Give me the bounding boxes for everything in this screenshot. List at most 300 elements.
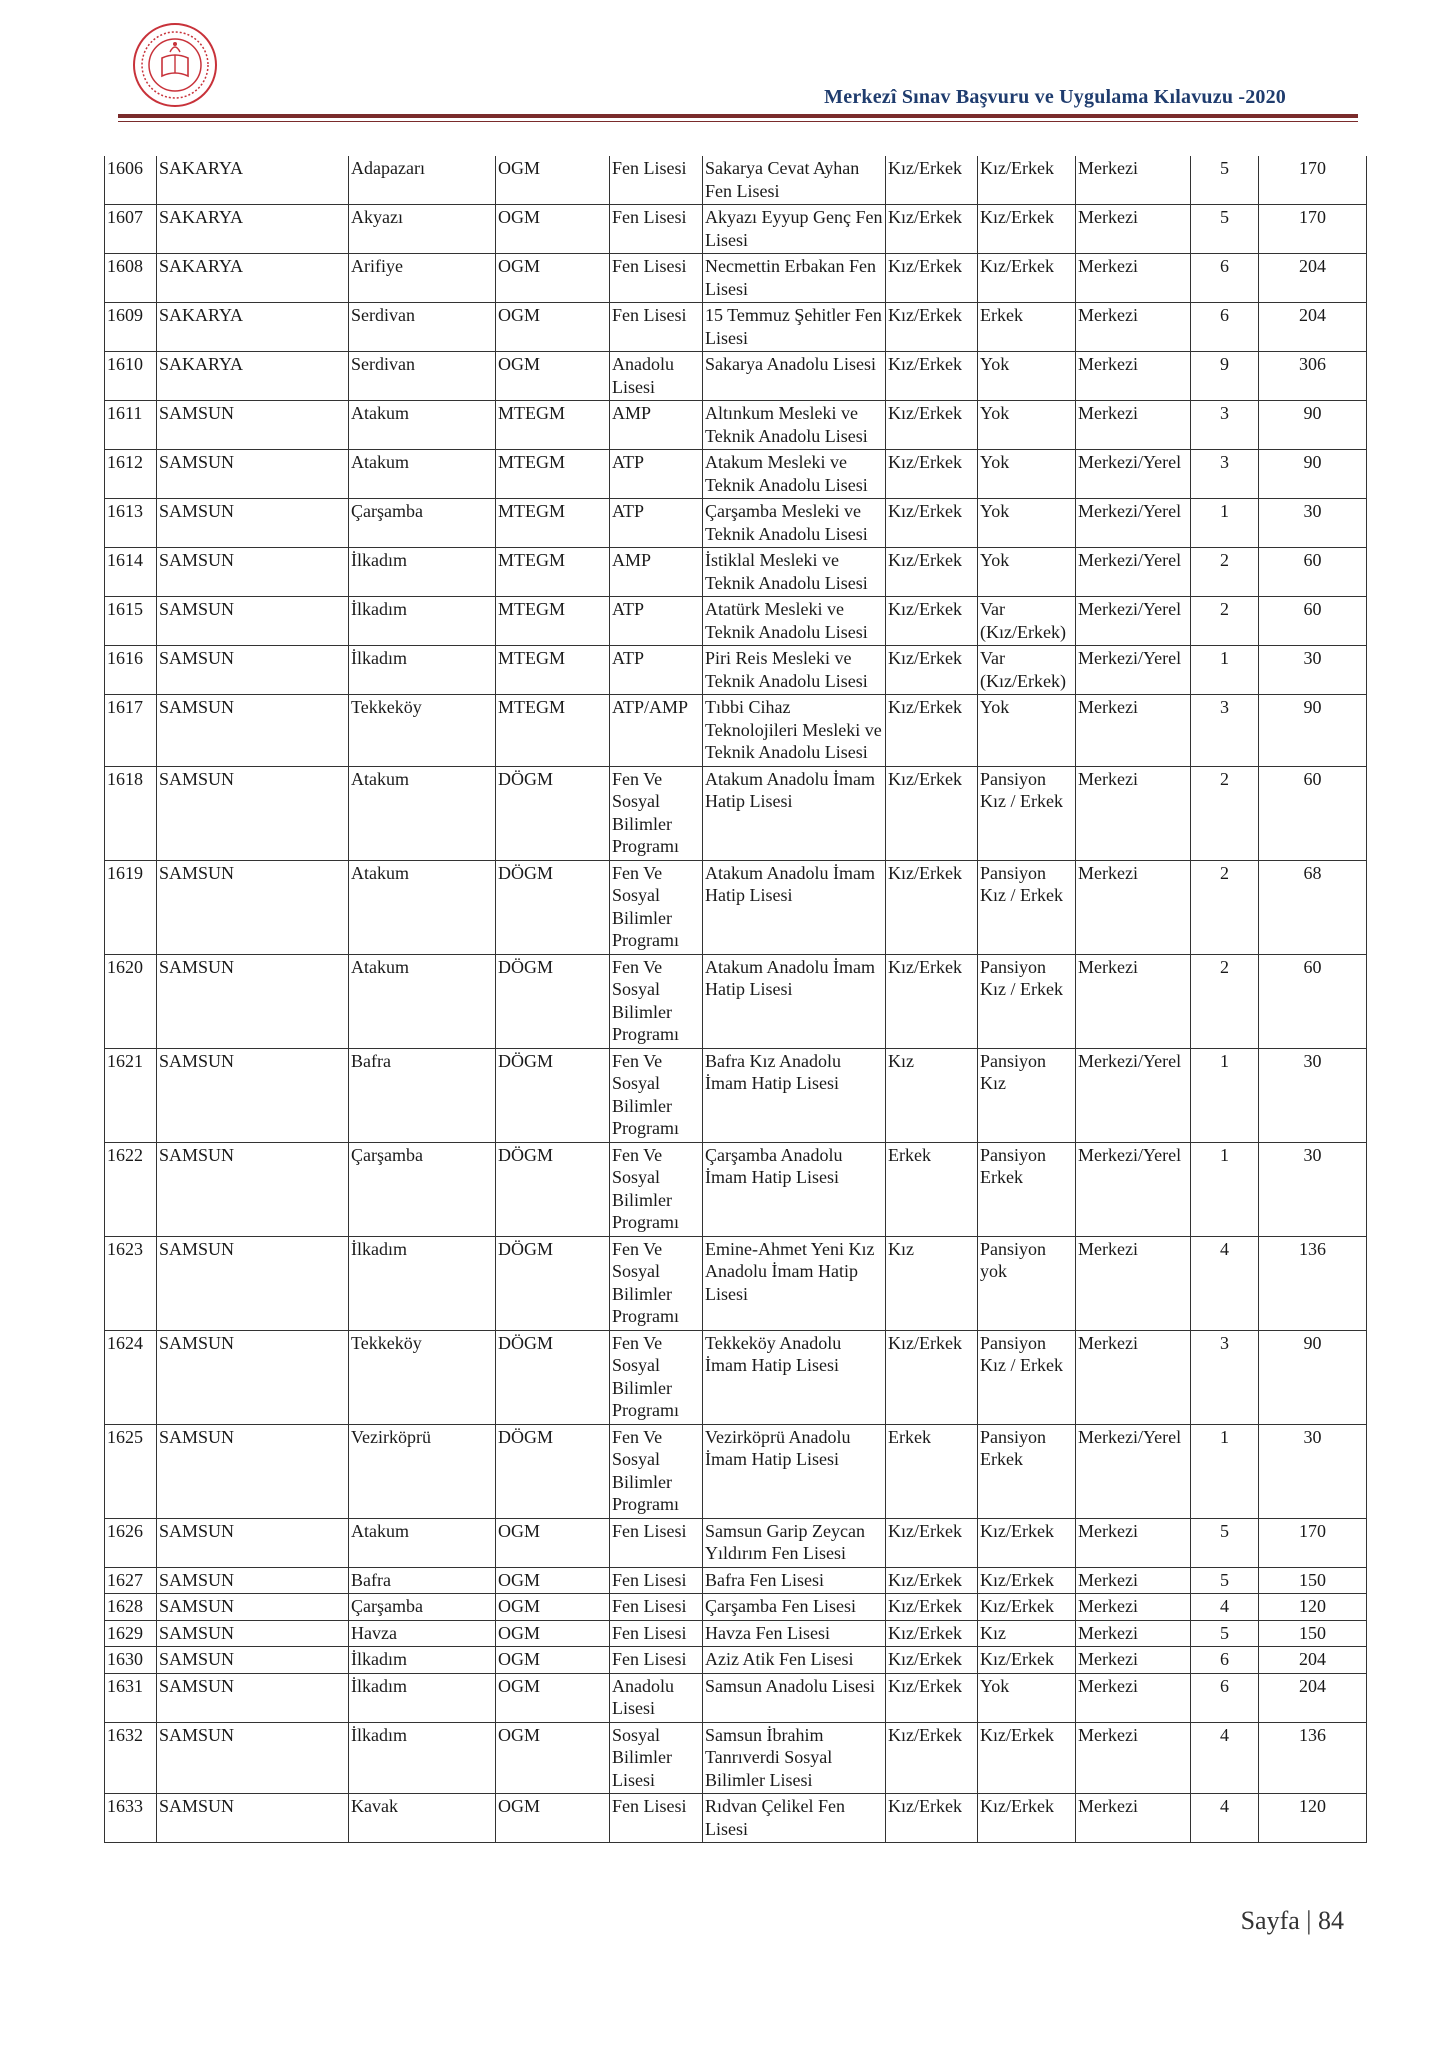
cell-id: 1611 (105, 401, 157, 450)
cell-district: İlkadım (349, 1236, 496, 1330)
header-rule (118, 114, 1358, 118)
cell-quota: 30 (1259, 646, 1367, 695)
cell-directorate: DÖGM (496, 954, 610, 1048)
table-row (105, 860, 1367, 954)
cell-exam-type: Merkezi (1076, 1567, 1191, 1594)
cell-quota: 60 (1259, 766, 1367, 860)
cell-id: 1627 (105, 1567, 157, 1594)
cell-exam-type: Merkezi/Yerel (1076, 450, 1191, 499)
cell-school-type: Fen Ve Sosyal Bilimler Programı (610, 1424, 703, 1518)
table-row (105, 1518, 1367, 1567)
cell-class-count: 3 (1191, 1330, 1259, 1424)
cell-school-name: Bafra Kız Anadolu İmam Hatip Lisesi (703, 1048, 886, 1142)
cell-id: 1625 (105, 1424, 157, 1518)
header-rule-thin (118, 121, 1358, 122)
cell-directorate: OGM (496, 1722, 610, 1794)
cell-school-name: Rıdvan Çelikel Fen Lisesi (703, 1794, 886, 1843)
cell-district: İlkadım (349, 597, 496, 646)
table-row (105, 1647, 1367, 1674)
cell-directorate: DÖGM (496, 1236, 610, 1330)
cell-school-type: Fen Lisesi (610, 1647, 703, 1674)
cell-directorate: OGM (496, 254, 610, 303)
cell-province: SAMSUN (157, 1142, 349, 1236)
cell-directorate: OGM (496, 1673, 610, 1722)
cell-boarding: Yok (978, 450, 1076, 499)
cell-boarding: Erkek (978, 303, 1076, 352)
cell-id: 1610 (105, 352, 157, 401)
cell-directorate: MTEGM (496, 548, 610, 597)
cell-school-type: Fen Lisesi (610, 1518, 703, 1567)
cell-province: SAMSUN (157, 860, 349, 954)
cell-gender: Kız/Erkek (886, 1647, 978, 1674)
cell-directorate: MTEGM (496, 450, 610, 499)
cell-quota: 170 (1259, 156, 1367, 205)
cell-quota: 30 (1259, 1424, 1367, 1518)
cell-exam-type: Merkezi (1076, 1236, 1191, 1330)
cell-directorate: OGM (496, 1518, 610, 1567)
cell-school-name: Samsun Garip Zeycan Yıldırım Fen Lisesi (703, 1518, 886, 1567)
cell-school-name: Sakarya Anadolu Lisesi (703, 352, 886, 401)
cell-district: Vezirköprü (349, 1424, 496, 1518)
cell-school-name: Altınkum Mesleki ve Teknik Anadolu Lisesi (703, 401, 886, 450)
cell-id: 1630 (105, 1647, 157, 1674)
cell-school-name: Piri Reis Mesleki ve Teknik Anadolu Lisesi (703, 646, 886, 695)
cell-directorate: MTEGM (496, 695, 610, 767)
cell-class-count: 6 (1191, 1647, 1259, 1674)
cell-province: SAMSUN (157, 695, 349, 767)
cell-district: Akyazı (349, 205, 496, 254)
cell-boarding: Pansiyon yok (978, 1236, 1076, 1330)
cell-gender: Kız/Erkek (886, 401, 978, 450)
cell-district: İlkadım (349, 1673, 496, 1722)
cell-id: 1609 (105, 303, 157, 352)
cell-quota: 60 (1259, 954, 1367, 1048)
cell-directorate: DÖGM (496, 1142, 610, 1236)
cell-class-count: 5 (1191, 1620, 1259, 1647)
cell-district: Adapazarı (349, 156, 496, 205)
cell-district: İlkadım (349, 1647, 496, 1674)
cell-id: 1623 (105, 1236, 157, 1330)
cell-exam-type: Merkezi (1076, 1594, 1191, 1621)
cell-quota: 150 (1259, 1567, 1367, 1594)
cell-province: SAMSUN (157, 597, 349, 646)
cell-directorate: DÖGM (496, 1048, 610, 1142)
cell-directorate: OGM (496, 1647, 610, 1674)
cell-class-count: 6 (1191, 254, 1259, 303)
cell-directorate: OGM (496, 1594, 610, 1621)
cell-boarding: Pansiyon Kız / Erkek (978, 954, 1076, 1048)
cell-class-count: 2 (1191, 860, 1259, 954)
cell-school-type: ATP/AMP (610, 695, 703, 767)
table-row (105, 1330, 1367, 1424)
cell-school-name: Atakum Anadolu İmam Hatip Lisesi (703, 954, 886, 1048)
table-row (105, 1048, 1367, 1142)
cell-quota: 170 (1259, 205, 1367, 254)
cell-boarding: Pansiyon Kız / Erkek (978, 766, 1076, 860)
cell-boarding: Pansiyon Kız / Erkek (978, 860, 1076, 954)
cell-id: 1622 (105, 1142, 157, 1236)
table-row (105, 254, 1367, 303)
cell-province: SAMSUN (157, 401, 349, 450)
cell-boarding: Kız/Erkek (978, 1722, 1076, 1794)
cell-class-count: 3 (1191, 695, 1259, 767)
cell-province: SAMSUN (157, 1620, 349, 1647)
cell-boarding: Yok (978, 499, 1076, 548)
cell-province: SAMSUN (157, 1236, 349, 1330)
cell-exam-type: Merkezi/Yerel (1076, 1424, 1191, 1518)
cell-school-name: Emine-Ahmet Yeni Kız Anadolu İmam Hatip Lisesi (703, 1236, 886, 1330)
cell-id: 1617 (105, 695, 157, 767)
cell-exam-type: Merkezi (1076, 205, 1191, 254)
cell-directorate: OGM (496, 303, 610, 352)
cell-boarding: Kız (978, 1620, 1076, 1647)
cell-boarding: Kız/Erkek (978, 1647, 1076, 1674)
cell-id: 1608 (105, 254, 157, 303)
cell-gender: Kız/Erkek (886, 954, 978, 1048)
cell-class-count: 2 (1191, 766, 1259, 860)
cell-class-count: 4 (1191, 1594, 1259, 1621)
cell-gender: Kız/Erkek (886, 156, 978, 205)
cell-id: 1621 (105, 1048, 157, 1142)
cell-province: SAMSUN (157, 1048, 349, 1142)
cell-gender: Kız/Erkek (886, 1518, 978, 1567)
cell-class-count: 3 (1191, 450, 1259, 499)
cell-id: 1620 (105, 954, 157, 1048)
cell-school-name: Aziz Atik Fen Lisesi (703, 1647, 886, 1674)
cell-id: 1616 (105, 646, 157, 695)
cell-quota: 204 (1259, 254, 1367, 303)
cell-id: 1631 (105, 1673, 157, 1722)
cell-exam-type: Merkezi/Yerel (1076, 1048, 1191, 1142)
cell-boarding: Yok (978, 695, 1076, 767)
cell-quota: 170 (1259, 1518, 1367, 1567)
cell-province: SAMSUN (157, 450, 349, 499)
cell-school-name: Çarşamba Mesleki ve Teknik Anadolu Lisesi (703, 499, 886, 548)
school-table (104, 156, 1367, 1843)
table-row (105, 1794, 1367, 1843)
cell-district: Atakum (349, 401, 496, 450)
cell-quota: 60 (1259, 548, 1367, 597)
cell-quota: 90 (1259, 450, 1367, 499)
cell-gender: Kız/Erkek (886, 597, 978, 646)
cell-directorate: MTEGM (496, 401, 610, 450)
cell-quota: 90 (1259, 1330, 1367, 1424)
cell-id: 1626 (105, 1518, 157, 1567)
cell-school-type: Fen Lisesi (610, 156, 703, 205)
cell-district: Atakum (349, 450, 496, 499)
cell-directorate: OGM (496, 205, 610, 254)
cell-class-count: 4 (1191, 1794, 1259, 1843)
cell-class-count: 2 (1191, 548, 1259, 597)
cell-gender: Erkek (886, 1142, 978, 1236)
cell-province: SAMSUN (157, 646, 349, 695)
cell-class-count: 3 (1191, 401, 1259, 450)
cell-boarding: Pansiyon Kız (978, 1048, 1076, 1142)
cell-school-name: Akyazı Eyyup Genç Fen Lisesi (703, 205, 886, 254)
cell-class-count: 5 (1191, 1518, 1259, 1567)
cell-province: SAMSUN (157, 1647, 349, 1674)
cell-school-name: Samsun Anadolu Lisesi (703, 1673, 886, 1722)
cell-gender: Kız (886, 1236, 978, 1330)
cell-province: SAMSUN (157, 1722, 349, 1794)
cell-gender: Kız/Erkek (886, 1330, 978, 1424)
cell-class-count: 5 (1191, 205, 1259, 254)
cell-exam-type: Merkezi (1076, 1673, 1191, 1722)
cell-class-count: 1 (1191, 1424, 1259, 1518)
cell-boarding: Yok (978, 1673, 1076, 1722)
cell-quota: 204 (1259, 1647, 1367, 1674)
cell-quota: 30 (1259, 1142, 1367, 1236)
cell-district: Atakum (349, 860, 496, 954)
table-row (105, 352, 1367, 401)
cell-exam-type: Merkezi (1076, 695, 1191, 767)
cell-id: 1619 (105, 860, 157, 954)
cell-quota: 90 (1259, 695, 1367, 767)
cell-boarding: Kız/Erkek (978, 205, 1076, 254)
cell-province: SAKARYA (157, 205, 349, 254)
cell-id: 1632 (105, 1722, 157, 1794)
cell-school-type: Fen Ve Sosyal Bilimler Programı (610, 1236, 703, 1330)
cell-school-name: Tıbbi Cihaz Teknolojileri Mesleki ve Teknik Anadolu Lisesi (703, 695, 886, 767)
table-row (105, 450, 1367, 499)
cell-district: Tekkeköy (349, 1330, 496, 1424)
cell-boarding: Kız/Erkek (978, 1594, 1076, 1621)
cell-directorate: OGM (496, 352, 610, 401)
cell-id: 1628 (105, 1594, 157, 1621)
cell-school-name: 15 Temmuz Şehitler Fen Lisesi (703, 303, 886, 352)
cell-school-name: Vezirköprü Anadolu İmam Hatip Lisesi (703, 1424, 886, 1518)
cell-gender: Kız/Erkek (886, 766, 978, 860)
cell-district: Çarşamba (349, 499, 496, 548)
cell-gender: Kız/Erkek (886, 1673, 978, 1722)
table-row (105, 646, 1367, 695)
cell-district: Serdivan (349, 352, 496, 401)
page-number: Sayfa | 84 (1240, 1906, 1344, 1935)
cell-id: 1613 (105, 499, 157, 548)
cell-quota: 306 (1259, 352, 1367, 401)
cell-quota: 150 (1259, 1620, 1367, 1647)
cell-gender: Kız/Erkek (886, 548, 978, 597)
cell-class-count: 1 (1191, 1142, 1259, 1236)
cell-class-count: 6 (1191, 303, 1259, 352)
cell-school-type: ATP (610, 450, 703, 499)
cell-directorate: DÖGM (496, 766, 610, 860)
cell-district: Kavak (349, 1794, 496, 1843)
cell-gender: Kız/Erkek (886, 1567, 978, 1594)
table-row (105, 401, 1367, 450)
cell-exam-type: Merkezi (1076, 1794, 1191, 1843)
cell-directorate: MTEGM (496, 597, 610, 646)
cell-class-count: 9 (1191, 352, 1259, 401)
cell-gender: Kız/Erkek (886, 499, 978, 548)
cell-school-name: İstiklal Mesleki ve Teknik Anadolu Lisesi (703, 548, 886, 597)
cell-directorate: OGM (496, 1567, 610, 1594)
cell-province: SAMSUN (157, 1794, 349, 1843)
cell-province: SAMSUN (157, 1594, 349, 1621)
table-row (105, 1722, 1367, 1794)
cell-gender: Kız/Erkek (886, 695, 978, 767)
cell-directorate: OGM (496, 1794, 610, 1843)
cell-boarding: Var (Kız/Erkek) (978, 597, 1076, 646)
table-row (105, 156, 1367, 205)
cell-id: 1615 (105, 597, 157, 646)
cell-school-name: Atakum Anadolu İmam Hatip Lisesi (703, 860, 886, 954)
cell-quota: 204 (1259, 303, 1367, 352)
cell-district: Serdivan (349, 303, 496, 352)
cell-school-name: Sakarya Cevat Ayhan Fen Lisesi (703, 156, 886, 205)
cell-class-count: 1 (1191, 646, 1259, 695)
cell-province: SAMSUN (157, 499, 349, 548)
cell-province: SAKARYA (157, 156, 349, 205)
cell-quota: 136 (1259, 1236, 1367, 1330)
cell-school-type: Fen Lisesi (610, 254, 703, 303)
cell-school-type: Fen Lisesi (610, 1594, 703, 1621)
cell-directorate: OGM (496, 1620, 610, 1647)
cell-school-type: ATP (610, 646, 703, 695)
document-header-title: Merkezî Sınav Başvuru ve Uygulama Kılavuzu -2020 (824, 86, 1286, 108)
cell-quota: 90 (1259, 401, 1367, 450)
cell-school-type: Fen Ve Sosyal Bilimler Programı (610, 1048, 703, 1142)
cell-district: Havza (349, 1620, 496, 1647)
cell-gender: Kız/Erkek (886, 1594, 978, 1621)
cell-school-type: Fen Ve Sosyal Bilimler Programı (610, 1330, 703, 1424)
cell-school-type: AMP (610, 548, 703, 597)
table-row (105, 548, 1367, 597)
meb-seal-icon (132, 22, 218, 108)
cell-id: 1606 (105, 156, 157, 205)
cell-school-type: Fen Lisesi (610, 1794, 703, 1843)
cell-district: Bafra (349, 1048, 496, 1142)
cell-exam-type: Merkezi/Yerel (1076, 548, 1191, 597)
cell-district: İlkadım (349, 1722, 496, 1794)
cell-school-type: Fen Ve Sosyal Bilimler Programı (610, 860, 703, 954)
cell-id: 1633 (105, 1794, 157, 1843)
cell-province: SAKARYA (157, 352, 349, 401)
cell-exam-type: Merkezi/Yerel (1076, 499, 1191, 548)
cell-school-name: Havza Fen Lisesi (703, 1620, 886, 1647)
cell-exam-type: Merkezi (1076, 1330, 1191, 1424)
cell-exam-type: Merkezi (1076, 352, 1191, 401)
cell-gender: Kız/Erkek (886, 646, 978, 695)
cell-gender: Kız/Erkek (886, 450, 978, 499)
cell-province: SAKARYA (157, 303, 349, 352)
cell-boarding: Kız/Erkek (978, 1518, 1076, 1567)
cell-exam-type: Merkezi (1076, 401, 1191, 450)
cell-gender: Kız (886, 1048, 978, 1142)
cell-gender: Kız/Erkek (886, 860, 978, 954)
cell-gender: Kız/Erkek (886, 1794, 978, 1843)
cell-boarding: Var (Kız/Erkek) (978, 646, 1076, 695)
cell-school-type: Fen Lisesi (610, 1567, 703, 1594)
cell-province: SAMSUN (157, 1567, 349, 1594)
cell-gender: Kız/Erkek (886, 254, 978, 303)
cell-school-name: Çarşamba Anadolu İmam Hatip Lisesi (703, 1142, 886, 1236)
table-row (105, 1594, 1367, 1621)
cell-gender: Kız/Erkek (886, 1722, 978, 1794)
cell-province: SAMSUN (157, 1424, 349, 1518)
cell-school-type: Fen Ve Sosyal Bilimler Programı (610, 1142, 703, 1236)
cell-boarding: Yok (978, 352, 1076, 401)
cell-school-type: AMP (610, 401, 703, 450)
table-row (105, 695, 1367, 767)
cell-id: 1614 (105, 548, 157, 597)
cell-school-type: Fen Ve Sosyal Bilimler Programı (610, 954, 703, 1048)
cell-school-type: Fen Lisesi (610, 1620, 703, 1647)
cell-quota: 60 (1259, 597, 1367, 646)
cell-id: 1612 (105, 450, 157, 499)
cell-class-count: 6 (1191, 1673, 1259, 1722)
cell-district: Çarşamba (349, 1142, 496, 1236)
cell-exam-type: Merkezi (1076, 860, 1191, 954)
table-row (105, 1673, 1367, 1722)
cell-exam-type: Merkezi (1076, 954, 1191, 1048)
cell-exam-type: Merkezi (1076, 156, 1191, 205)
cell-exam-type: Merkezi (1076, 1722, 1191, 1794)
cell-exam-type: Merkezi (1076, 303, 1191, 352)
cell-school-type: ATP (610, 499, 703, 548)
cell-district: Atakum (349, 954, 496, 1048)
cell-province: SAMSUN (157, 1673, 349, 1722)
cell-province: SAKARYA (157, 254, 349, 303)
cell-school-type: Fen Lisesi (610, 205, 703, 254)
cell-class-count: 4 (1191, 1236, 1259, 1330)
cell-school-name: Çarşamba Fen Lisesi (703, 1594, 886, 1621)
cell-boarding: Kız/Erkek (978, 1794, 1076, 1843)
cell-boarding: Pansiyon Erkek (978, 1142, 1076, 1236)
cell-province: SAMSUN (157, 548, 349, 597)
cell-class-count: 5 (1191, 1567, 1259, 1594)
cell-directorate: MTEGM (496, 646, 610, 695)
cell-directorate: DÖGM (496, 1330, 610, 1424)
cell-school-name: Necmettin Erbakan Fen Lisesi (703, 254, 886, 303)
cell-district: Atakum (349, 766, 496, 860)
cell-exam-type: Merkezi/Yerel (1076, 597, 1191, 646)
cell-school-name: Atatürk Mesleki ve Teknik Anadolu Lisesi (703, 597, 886, 646)
cell-exam-type: Merkezi (1076, 766, 1191, 860)
cell-class-count: 4 (1191, 1722, 1259, 1794)
cell-school-type: Sosyal Bilimler Lisesi (610, 1722, 703, 1794)
cell-district: Bafra (349, 1567, 496, 1594)
table-row (105, 303, 1367, 352)
cell-directorate: MTEGM (496, 499, 610, 548)
cell-directorate: DÖGM (496, 1424, 610, 1518)
cell-quota: 68 (1259, 860, 1367, 954)
table-row (105, 1142, 1367, 1236)
cell-directorate: DÖGM (496, 860, 610, 954)
cell-exam-type: Merkezi/Yerel (1076, 646, 1191, 695)
cell-district: Arifiye (349, 254, 496, 303)
cell-province: SAMSUN (157, 1518, 349, 1567)
cell-id: 1607 (105, 205, 157, 254)
cell-class-count: 2 (1191, 597, 1259, 646)
cell-exam-type: Merkezi (1076, 1620, 1191, 1647)
cell-quota: 30 (1259, 1048, 1367, 1142)
cell-directorate: OGM (496, 156, 610, 205)
cell-class-count: 1 (1191, 1048, 1259, 1142)
cell-school-name: Samsun İbrahim Tanrıverdi Sosyal Bilimler Lisesi (703, 1722, 886, 1794)
cell-boarding: Pansiyon Kız / Erkek (978, 1330, 1076, 1424)
cell-school-type: Anadolu Lisesi (610, 1673, 703, 1722)
cell-boarding: Yok (978, 548, 1076, 597)
cell-school-type: Fen Ve Sosyal Bilimler Programı (610, 766, 703, 860)
cell-district: İlkadım (349, 548, 496, 597)
cell-id: 1624 (105, 1330, 157, 1424)
cell-class-count: 2 (1191, 954, 1259, 1048)
cell-boarding: Pansiyon Erkek (978, 1424, 1076, 1518)
cell-exam-type: Merkezi (1076, 1647, 1191, 1674)
cell-class-count: 5 (1191, 156, 1259, 205)
cell-school-name: Bafra Fen Lisesi (703, 1567, 886, 1594)
